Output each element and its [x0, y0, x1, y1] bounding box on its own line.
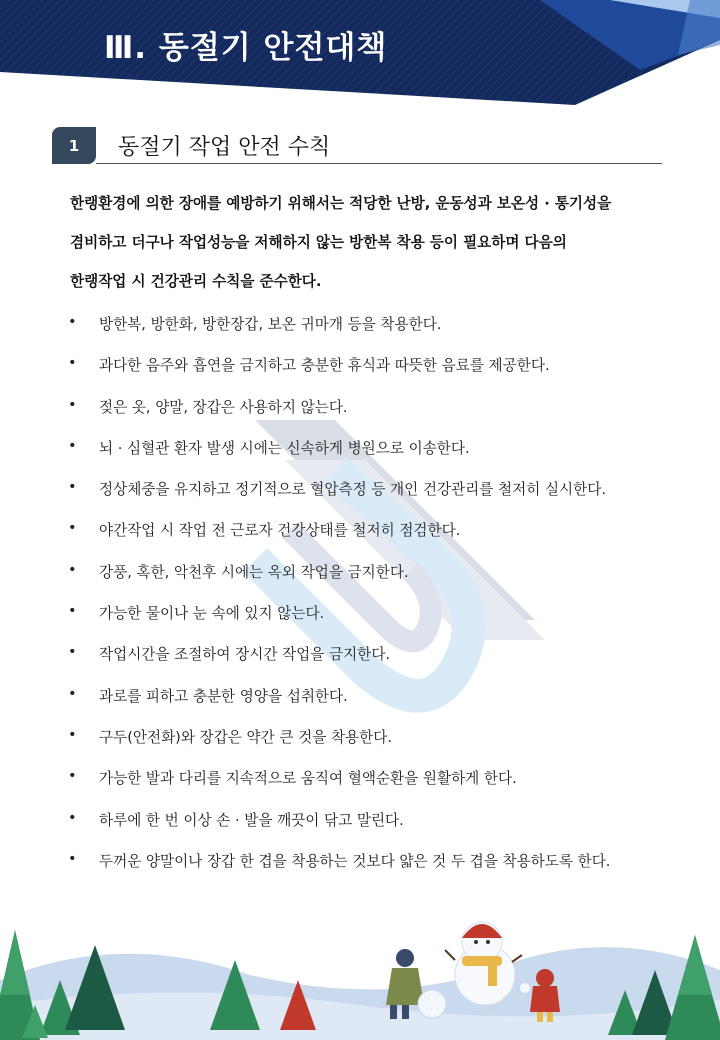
list-item-text: 작업시간을 조절하여 장시간 작업을 금지한다. [99, 646, 391, 664]
bullet-icon: • [68, 643, 77, 661]
bullet-icon: • [68, 684, 77, 702]
list-item [68, 478, 678, 519]
intro-line: 한랭환경에 의한 장애를 예방하기 위해서는 적당한 난방, 운동성과 보온성 · 통기성을 [70, 195, 612, 212]
list-item [68, 685, 678, 726]
bullet-icon: • [68, 560, 77, 578]
section-header [52, 127, 662, 165]
list-item [68, 561, 678, 602]
list-item-text: 가능한 발과 다리를 지속적으로 움직여 혈액순환을 원활하게 한다. [99, 770, 517, 788]
list-item [68, 354, 678, 395]
bullet-icon: • [68, 767, 77, 785]
list-item [68, 313, 678, 354]
list-item [68, 396, 678, 437]
section-number-badge: 1 [52, 127, 96, 164]
list-item [68, 726, 678, 767]
bullet-icon: • [68, 808, 77, 826]
bullet-icon: • [68, 725, 77, 743]
list-item-text: 하루에 한 번 이상 손 · 발을 깨끗이 닦고 말린다. [99, 811, 404, 829]
intro-paragraph [70, 184, 670, 301]
bullet-icon: • [68, 354, 77, 372]
list-item-text: 젖은 옷, 양말, 장갑은 사용하지 않는다. [99, 398, 348, 416]
section-divider [96, 163, 662, 164]
list-item-text: 정상체중을 유지하고 정기적으로 혈압측정 등 개인 건강관리를 철저히 실시한다. [99, 481, 606, 499]
bullet-icon: • [68, 436, 77, 454]
list-item-text: 방한복, 방한화, 방한장갑, 보온 귀마개 등을 착용한다. [99, 316, 442, 333]
safety-rules-list [68, 313, 678, 891]
list-item [68, 809, 678, 850]
list-item-text: 과로를 피하고 충분한 영양을 섭취한다. [99, 687, 348, 705]
list-item-text: 강풍, 혹한, 악천후 시에는 옥외 작업을 금지한다. [99, 563, 409, 581]
bullet-icon: • [68, 849, 77, 867]
winter-scene-illustration [0, 900, 720, 1040]
list-item-text: 구두(안전화)와 장갑은 약간 큰 것을 착용한다. [99, 728, 392, 746]
bullet-icon: • [68, 519, 77, 537]
list-item-text: 과다한 음주와 흡연을 금지하고 충분한 휴식과 따뜻한 음료를 제공한다. [99, 357, 550, 375]
bullet-icon: • [68, 395, 77, 413]
list-item [68, 602, 678, 643]
bullet-icon: • [68, 478, 77, 496]
list-item-text: 야간작업 시 작업 전 근로자 건강상태를 철저히 점검한다. [99, 522, 461, 540]
list-item [68, 850, 678, 891]
list-item [68, 643, 678, 684]
section-title: 동절기 작업 안전 수칙 [118, 135, 331, 160]
page-title: Ⅲ. 동절기 안전대책 [104, 30, 388, 66]
list-item [68, 519, 678, 560]
bullet-icon: • [68, 602, 77, 620]
bullet-icon: • [68, 313, 77, 330]
list-item-text: 뇌 · 심혈관 환자 발생 시에는 신속하게 병원으로 이송한다. [99, 439, 470, 457]
list-item-text: 두꺼운 양말이나 장갑 한 겹을 착용하는 것보다 얇은 것 두 겹을 착용하도록 한다. [99, 852, 611, 870]
intro-line: 한랭작업 시 건강관리 수칙을 준수한다. [70, 273, 322, 290]
list-item [68, 437, 678, 478]
intro-line: 겸비하고 더구나 작업성능을 저해하지 않는 방한복 착용 등이 필요하며 다음의 [70, 234, 567, 251]
list-item [68, 767, 678, 808]
list-item-text: 가능한 물이나 눈 속에 있지 않는다. [99, 605, 325, 623]
